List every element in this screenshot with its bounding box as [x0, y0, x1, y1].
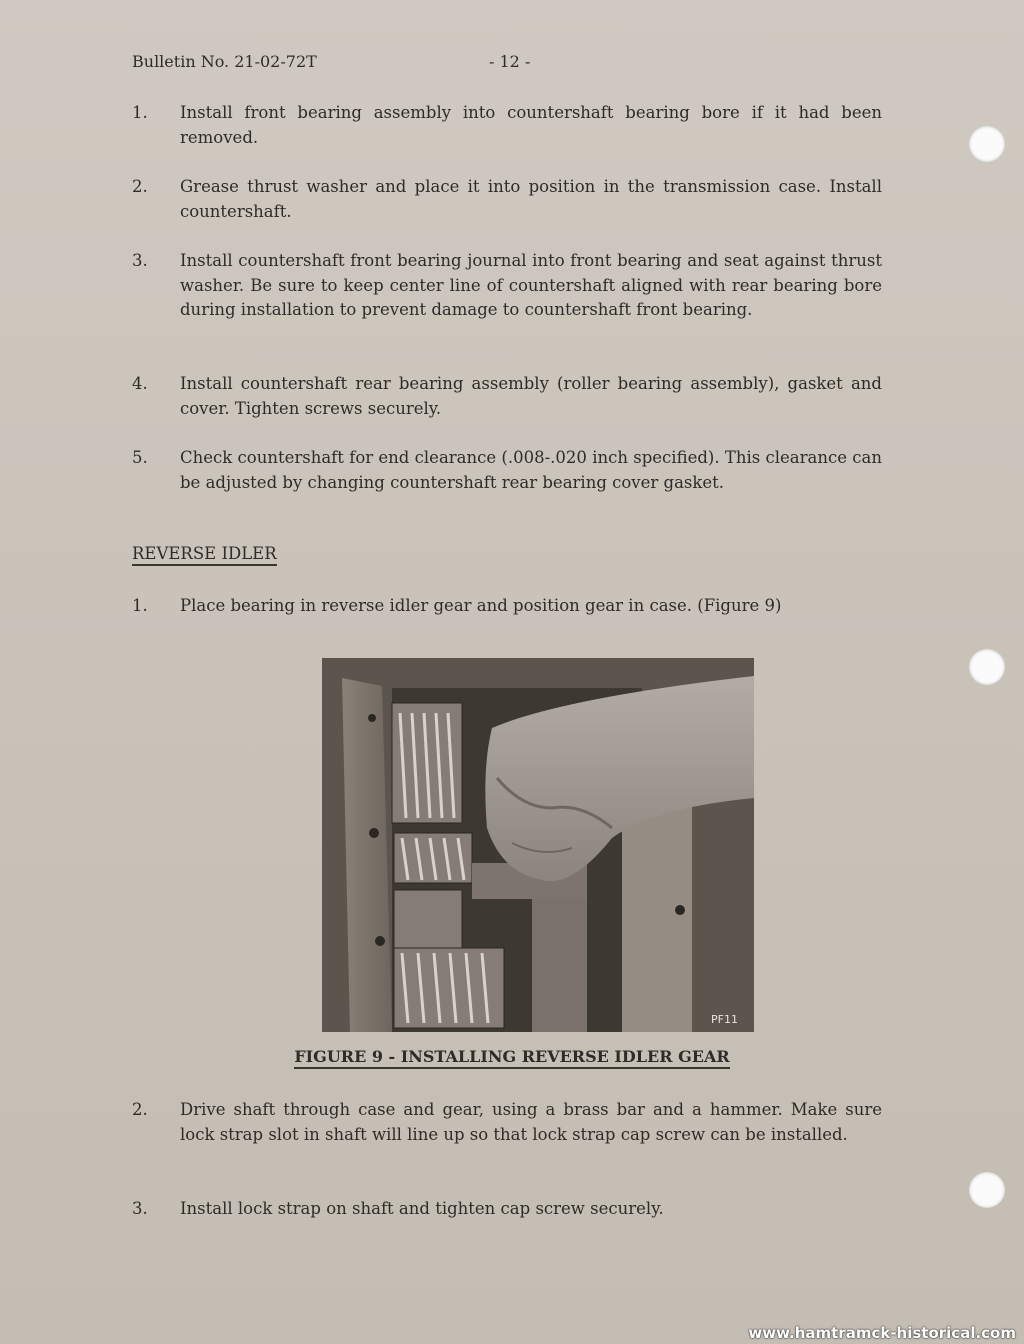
list-item [132, 249, 882, 323]
item-number: 5. [132, 448, 148, 467]
figure-caption [0, 1047, 1024, 1066]
item-text: Check countershaft for end clearance (.008-.020 inch specified). This clearance can be adjusted by changing countershaft rear bearing cover gasket. [180, 448, 882, 492]
item-number: 1. [132, 596, 148, 615]
binder-hole [969, 649, 1005, 685]
list-item [132, 1098, 882, 1147]
item-text: Install countershaft rear bearing assembly (roller bearing assembly), gasket and cover. Tighten screws securely. [180, 374, 882, 418]
binder-hole [969, 1172, 1005, 1208]
item-number: 1. [132, 103, 148, 122]
bulletin-number: Bulletin No. 21-02-72T [132, 52, 317, 71]
item-number: 2. [132, 1100, 148, 1119]
transmission-photo-illustration [322, 658, 754, 1032]
list-item [132, 1197, 882, 1222]
binder-hole [969, 126, 1005, 162]
item-number: 4. [132, 374, 148, 393]
list-item [132, 594, 882, 619]
section-title: REVERSE IDLER [132, 544, 277, 566]
figure-photo [322, 658, 754, 1032]
item-text: Install countershaft front bearing journal into front bearing and seat against thrust washer. Be sure to keep center line of countershaft aligned with rear bearing bore during installation to prevent damage to countershaft front bearing. [180, 251, 882, 319]
list-item [132, 101, 882, 150]
item-text: Drive shaft through case and gear, using a brass bar and a hammer. Make sure lock strap slot in shaft will line up so that lock strap cap screw can be installed. [180, 1100, 882, 1144]
watermark: www.hamtramck-historical.com [748, 1324, 1016, 1342]
figure-caption-text: FIGURE 9 - INSTALLING REVERSE IDLER GEAR [294, 1047, 729, 1069]
page-number: - 12 - [489, 52, 531, 71]
list-item [132, 372, 882, 421]
list-item [132, 446, 882, 495]
photo-label: PF11 [711, 1013, 738, 1026]
item-number: 3. [132, 251, 148, 270]
list-item [132, 175, 882, 224]
item-text: Install lock strap on shaft and tighten cap screw securely. [180, 1199, 664, 1218]
item-text: Install front bearing assembly into countershaft bearing bore if it had been removed. [180, 103, 882, 147]
item-number: 3. [132, 1199, 148, 1218]
item-number: 2. [132, 177, 148, 196]
item-text: Place bearing in reverse idler gear and position gear in case. (Figure 9) [180, 596, 782, 615]
item-text: Grease thrust washer and place it into position in the transmission case. Install countershaft. [180, 177, 882, 221]
